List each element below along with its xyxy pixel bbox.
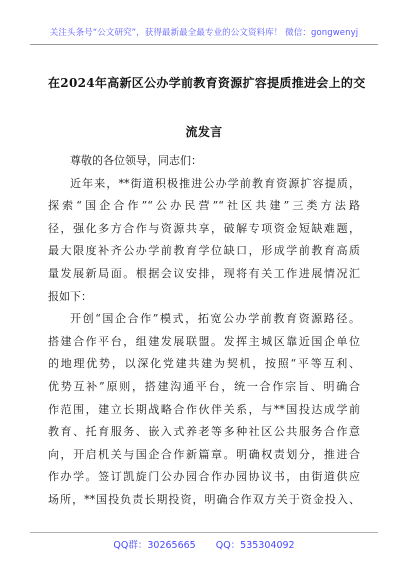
paragraph-line: 搭建合作平台，组建发展联盟。发挥主城区靠近国企单位 [48,334,360,348]
document-title-line-1: 在2024年高新区公办学前教育资源扩容提质推进会上的交 [48,76,366,90]
paragraph-line: 场所，**国投负责长期投资，明确合作双方关于资金投入、 [48,492,360,506]
paragraph-line: 优势互补”原则，搭建沟通平台，统一合作宗旨、明确合 [48,379,360,393]
paragraph-line: 近年来，**街道积极推进公办学前教育资源扩容提质， [70,176,360,190]
paragraph-line: 径，强化多方合作与资源共享，破解专项资金短缺难题， [48,221,360,235]
paragraph-line: 开创“国企合作”模式，拓宽公办学前教育资源路径。 [70,312,360,326]
paragraph-line: 作范围，建立长期战略合作伙伴关系，与**国投达成学前 [48,402,360,416]
paragraph-line: 的地理优势，以深化党建共建为契机，按照“平等互利、 [48,357,360,371]
footer-contact [0,537,408,551]
paragraph-line: 最大限度补齐公办学前教育学位缺口，形成学前教育高质 [48,244,360,258]
header-divider [30,44,378,45]
paragraph-line: 作办学。签订凯旋门公办园合作办园协议书，由街道供应 [48,470,360,484]
footer-divider [30,532,378,533]
document-body [48,150,360,512]
paragraph-line: 教育、托育服务、嵌入式养老等多种社区公共服务合作意 [48,425,360,439]
document-title-line-2: 流发言 [185,125,223,139]
footer-qq: QQ：535304092 [215,540,295,551]
paragraph-line: 探索“国企合作”“公办民营”“社区共建”三类方法路 [48,199,360,213]
paragraph-line: 向，开启机关与国企合作新篇章。明确权责划分，推进合 [48,447,360,461]
paragraph-line: 量发展新局面。根据会议安排，现将有关工作进展情况汇 [48,266,360,280]
paragraph-line: 报如下： [48,289,92,303]
header-banner: 关注头条号“公文研究”，获得最新最全最专业的公文资料库！ 微信：gongwenyj [49,28,359,38]
footer-qq-group: QQ群：30265665 [113,540,196,551]
salutation: 尊敬的各位领导，同志们： [70,154,202,167]
